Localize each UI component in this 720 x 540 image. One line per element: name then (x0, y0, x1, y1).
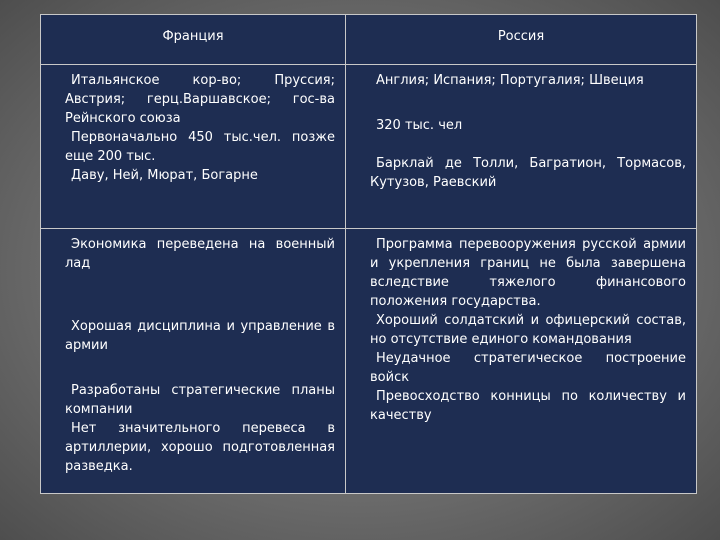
france-plans: Разработаны стратегические планы компании (65, 383, 335, 417)
france-forces: Первоначально 450 тыс.чел. позже еще 200 тыс. (65, 130, 335, 164)
header-france: Франция (41, 15, 346, 65)
table-row (41, 229, 697, 494)
france-discipline: Хорошая дисциплина и управление в армии (65, 319, 335, 353)
russia-rearmament: Программа перевооружения русской армии и укрепления границ не была завершена вследствие тяжелого финансового положения государства. (370, 237, 686, 309)
france-artillery: Нет значительного перевеса в артиллерии, хорошо подготовленная разведка. (65, 421, 335, 474)
russia-strategy: Неудачное стратегическое построение войск (370, 351, 686, 385)
russia-personnel: Хороший солдатский и офицерский состав, но отсутствие единого командования (370, 313, 686, 347)
france-commanders: Даву, Ней, Мюрат, Богарне (71, 168, 258, 183)
cell-russia-allies-forces-commanders (346, 65, 697, 229)
russia-allies: Англия; Испания; Португалия; Швеция (376, 73, 644, 88)
cell-russia-conditions (346, 229, 697, 494)
france-economy: Экономика переведена на военный лад (65, 237, 335, 271)
header-russia: Россия (346, 15, 697, 65)
cell-france-allies-forces-commanders (41, 65, 346, 229)
cell-france-conditions (41, 229, 346, 494)
table-row (41, 65, 697, 229)
comparison-table (40, 14, 697, 494)
russia-cavalry: Превосходство конницы по количеству и качеству (370, 389, 686, 423)
header-row (41, 15, 697, 65)
france-allies: Итальянское кор-во; Пруссия; Австрия; герц.Варшавское; гос-ва Рейнского союза (65, 73, 335, 126)
russia-forces: 320 тыс. чел (376, 118, 463, 133)
russia-commanders: Барклай де Толли, Багратион, Тормасов, Кутузов, Раевский (370, 156, 686, 190)
